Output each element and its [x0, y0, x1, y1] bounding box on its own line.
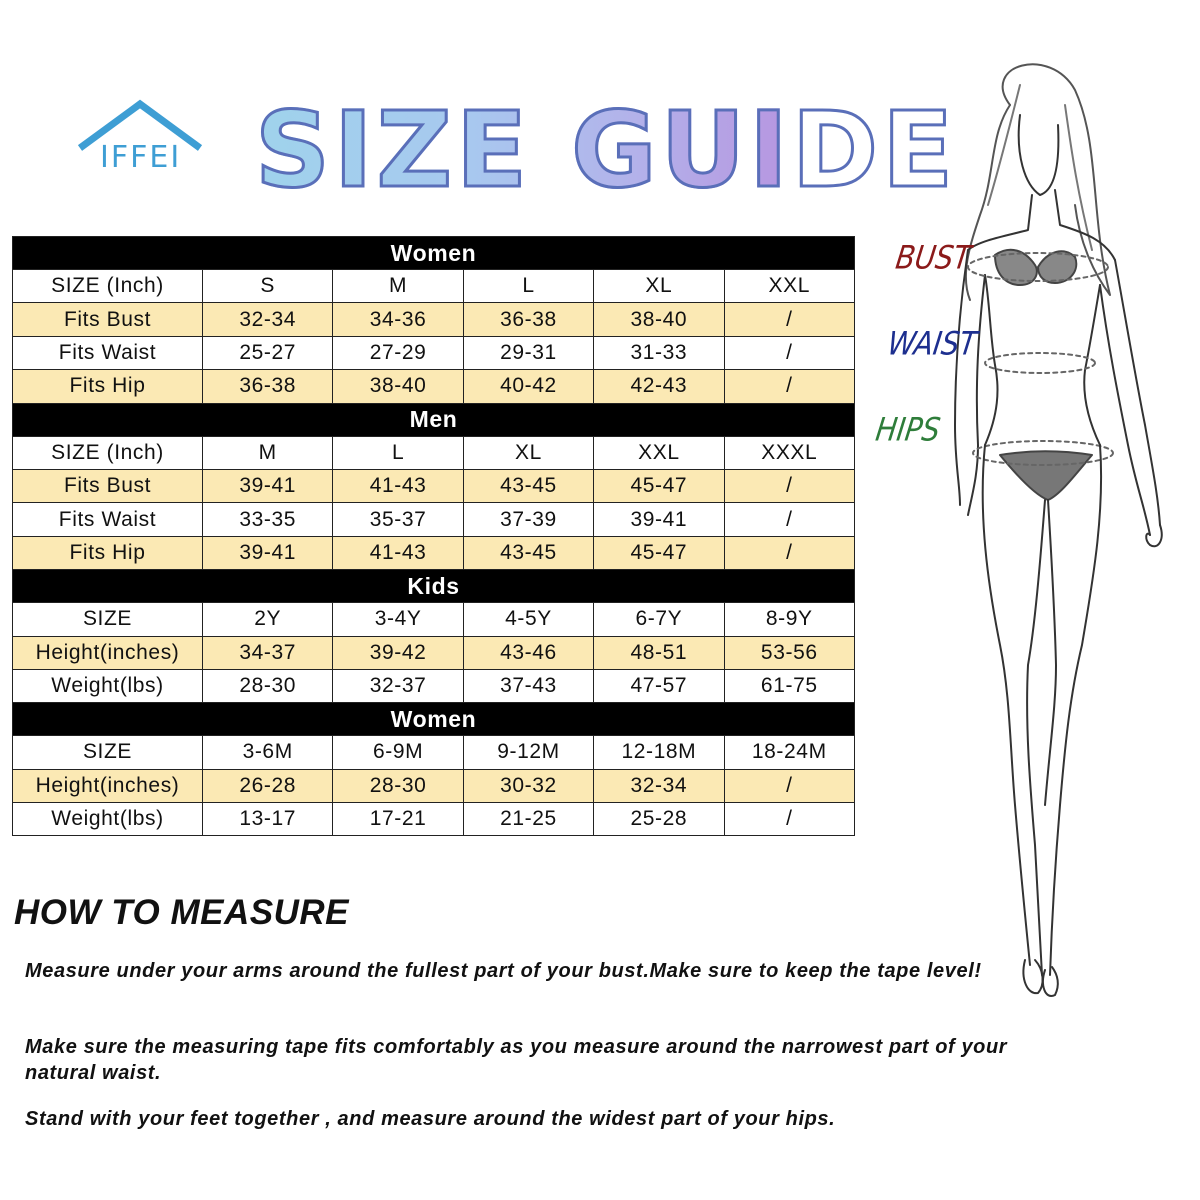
- table-cell: 34-36: [333, 303, 463, 336]
- table-cell: 36-38: [203, 370, 333, 403]
- table-row: [13, 769, 855, 802]
- table-row: [13, 436, 855, 469]
- table-row: [13, 370, 855, 403]
- table-cell: 31-33: [594, 336, 724, 369]
- table-cell: 4-5Y: [463, 603, 593, 636]
- row-label-cell: Fits Waist: [13, 336, 203, 369]
- table-cell: 21-25: [463, 803, 593, 836]
- table-cell: /: [724, 803, 854, 836]
- row-label-cell: SIZE (Inch): [13, 270, 203, 303]
- table-cell: 40-42: [463, 370, 593, 403]
- table-row: [13, 469, 855, 502]
- table-cell: 38-40: [333, 370, 463, 403]
- table-cell: 35-37: [333, 503, 463, 536]
- table-cell: 53-56: [724, 636, 854, 669]
- table-cell: 38-40: [594, 303, 724, 336]
- table-cell: 61-75: [724, 669, 854, 702]
- table-cell: 41-43: [333, 536, 463, 569]
- table-row: [13, 736, 855, 769]
- table-row: [13, 636, 855, 669]
- table-cell: 39-41: [203, 536, 333, 569]
- table-cell: 9-12M: [463, 736, 593, 769]
- woman-figure-icon: [860, 45, 1200, 1005]
- table-cell: 36-38: [463, 303, 593, 336]
- row-label-cell: Weight(lbs): [13, 803, 203, 836]
- section-header-row: [13, 403, 855, 436]
- bust-label: BUST: [893, 238, 974, 277]
- body-measurement-illustration: [860, 45, 1200, 1005]
- table-cell: /: [724, 769, 854, 802]
- waist-label: WAIST: [885, 324, 980, 363]
- table-cell: 12-18M: [594, 736, 724, 769]
- table-cell: 45-47: [594, 469, 724, 502]
- table-row: [13, 803, 855, 836]
- table-cell: M: [203, 436, 333, 469]
- table-row: [13, 503, 855, 536]
- row-label-cell: Fits Waist: [13, 503, 203, 536]
- table-row: [13, 336, 855, 369]
- table-cell: XXL: [594, 436, 724, 469]
- section-header-row: [13, 570, 855, 603]
- table-cell: 39-42: [333, 636, 463, 669]
- table-cell: 43-45: [463, 536, 593, 569]
- section-title: Kids: [13, 570, 855, 603]
- table-cell: 17-21: [333, 803, 463, 836]
- table-cell: 29-31: [463, 336, 593, 369]
- table-cell: 18-24M: [724, 736, 854, 769]
- table-cell: XXL: [724, 270, 854, 303]
- table-row: [13, 536, 855, 569]
- table-cell: 6-9M: [333, 736, 463, 769]
- row-label-cell: Fits Bust: [13, 303, 203, 336]
- row-label-cell: Height(inches): [13, 769, 203, 802]
- table-cell: 48-51: [594, 636, 724, 669]
- row-label-cell: Fits Bust: [13, 469, 203, 502]
- table-cell: 13-17: [203, 803, 333, 836]
- table-cell: 32-34: [594, 769, 724, 802]
- table-cell: 45-47: [594, 536, 724, 569]
- table-cell: L: [333, 436, 463, 469]
- row-label-cell: SIZE: [13, 736, 203, 769]
- table-cell: 41-43: [333, 469, 463, 502]
- table-row: [13, 270, 855, 303]
- how-to-measure-heading: HOW TO MEASURE: [14, 893, 349, 932]
- table-cell: 39-41: [203, 469, 333, 502]
- row-label-cell: SIZE (Inch): [13, 436, 203, 469]
- section-header-row: [13, 703, 855, 736]
- table-cell: 6-7Y: [594, 603, 724, 636]
- hips-instruction: Stand with your feet together , and measure around the widest part of your hips.: [25, 1108, 836, 1130]
- row-label-cell: Fits Hip: [13, 536, 203, 569]
- row-label-cell: SIZE: [13, 603, 203, 636]
- table-cell: 43-45: [463, 469, 593, 502]
- table-cell: 30-32: [463, 769, 593, 802]
- table-cell: /: [724, 536, 854, 569]
- table-cell: 32-37: [333, 669, 463, 702]
- table-cell: 26-28: [203, 769, 333, 802]
- table-cell: XXXL: [724, 436, 854, 469]
- table-cell: /: [724, 469, 854, 502]
- table-cell: 37-43: [463, 669, 593, 702]
- table-cell: /: [724, 503, 854, 536]
- brand-logo-text: IFFEI: [100, 140, 182, 175]
- table-cell: S: [203, 270, 333, 303]
- table-cell: XL: [594, 270, 724, 303]
- table-row: [13, 669, 855, 702]
- row-label-cell: Height(inches): [13, 636, 203, 669]
- table-row: [13, 603, 855, 636]
- page-title: SIZE GUIDE: [255, 89, 958, 211]
- table-cell: 39-41: [594, 503, 724, 536]
- section-header-row: [13, 237, 855, 270]
- hips-label: HIPS: [873, 410, 943, 449]
- table-cell: 28-30: [203, 669, 333, 702]
- table-row: [13, 303, 855, 336]
- table-cell: 37-39: [463, 503, 593, 536]
- table-cell: 28-30: [333, 769, 463, 802]
- table-cell: 43-46: [463, 636, 593, 669]
- row-label-cell: Weight(lbs): [13, 669, 203, 702]
- bust-instruction: Measure under your arms around the fullest part of your bust.Make sure to keep the tape level!: [25, 960, 982, 982]
- table-cell: 32-34: [203, 303, 333, 336]
- table-cell: M: [333, 270, 463, 303]
- table-cell: 3-4Y: [333, 603, 463, 636]
- table-cell: 25-27: [203, 336, 333, 369]
- waist-instruction: Make sure the measuring tape fits comfortably as you measure around the narrowest part of your natural waist.: [25, 1036, 1008, 1084]
- size-chart-table: [12, 236, 855, 836]
- table-cell: XL: [463, 436, 593, 469]
- table-cell: 33-35: [203, 503, 333, 536]
- table-cell: /: [724, 336, 854, 369]
- table-cell: 3-6M: [203, 736, 333, 769]
- table-cell: 27-29: [333, 336, 463, 369]
- table-cell: /: [724, 303, 854, 336]
- section-title: Women: [13, 703, 855, 736]
- section-title: Men: [13, 403, 855, 436]
- table-cell: /: [724, 370, 854, 403]
- section-title: Women: [13, 237, 855, 270]
- table-cell: 8-9Y: [724, 603, 854, 636]
- table-cell: L: [463, 270, 593, 303]
- table-cell: 25-28: [594, 803, 724, 836]
- table-cell: 34-37: [203, 636, 333, 669]
- table-cell: 47-57: [594, 669, 724, 702]
- row-label-cell: Fits Hip: [13, 370, 203, 403]
- table-cell: 42-43: [594, 370, 724, 403]
- table-cell: 2Y: [203, 603, 333, 636]
